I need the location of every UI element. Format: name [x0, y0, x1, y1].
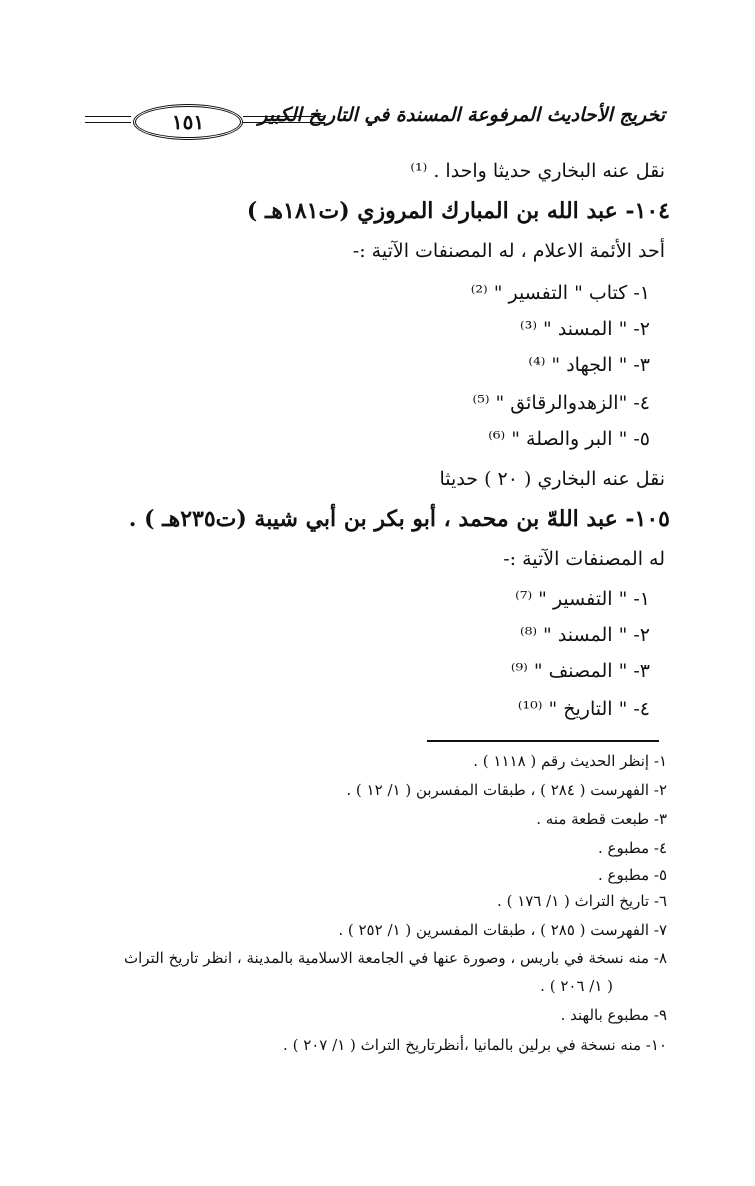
running-title: تخريج الأحاديث المرفوعة المسندة في التاريخ الكبير [258, 104, 665, 126]
footnote-5: ٥- مطبوع . [598, 866, 667, 884]
entry-intro-105: له المصنفات الآتية :- [503, 548, 665, 570]
footnote-separator [427, 740, 659, 742]
entry-heading-104: ١٠٤- عبد الله بن المبارك المروزي (ت١٨١هـ ) [246, 198, 670, 224]
running-header [85, 100, 665, 142]
list-item: ٤- "الزهدوالرقائق " ⁽⁵⁾ [472, 392, 650, 414]
body-line-1: نقل عنه البخاري حديثا واحدا . ⁽¹⁾ [410, 160, 665, 182]
list-item: ٢- " المسند " ⁽³⁾ [520, 318, 650, 340]
footnote-9: ٩- مطبوع بالهند . [560, 1006, 667, 1024]
list-item: ٢- " المسند " ⁽⁸⁾ [520, 624, 650, 646]
list-item: ٥- " البر والصلة " ⁽⁶⁾ [488, 428, 650, 450]
footnote-10: ١٠- منه نسخة في برلين بالمانيا ،أنظرتاريخ التراث ( ١/ ٢٠٧ ) . [283, 1036, 667, 1054]
entry-intro-104: أحد الأئمة الاعلام ، له المصنفات الآتية :- [352, 240, 665, 262]
list-item: ٤- " التاريخ " ⁽¹⁰⁾ [517, 698, 650, 720]
footnote-2: ٢- الفهرست ( ٢٨٤ ) ، طبقات المفسربن ( ١/ ١٢ ) . [346, 781, 667, 799]
list-item: ١- " التفسير " ⁽⁷⁾ [515, 588, 650, 610]
header-rule-left-top [85, 116, 131, 117]
entry-heading-105: ١٠٥- عبد اللهّ بن محمد ، أبو بكر بن أبي شيبة (ت٢٣٥هـ ) . [128, 506, 670, 532]
list-item: ٣- " المصنف " ⁽⁹⁾ [510, 660, 650, 682]
list-item: ٣- " الجهاد " ⁽⁴⁾ [528, 354, 650, 376]
footnote-1: ١- إنظر الحديث رقم ( ١١١٨ ) . [473, 752, 667, 770]
footnote-8: ٨- منه نسخة في باريس ، وصورة عنها في الجامعة الاسلامية بالمدينة ، انظر تاريخ التراث [124, 949, 667, 967]
list-item: ١- كتاب " التفسير " ⁽²⁾ [470, 282, 650, 304]
footnote-7: ٧- الفهرست ( ٢٨٥ ) ، طبقات المفسرين ( ١/ ٢٥٢ ) . [338, 921, 667, 939]
footnote-8-continuation: ( ١/ ٢٠٦ ) . [540, 977, 613, 995]
page-number: ١٥١ [133, 104, 243, 140]
footnote-3: ٣- طبعت قطعة منه . [536, 810, 667, 828]
header-rule-left-bottom [85, 122, 131, 123]
footnote-4: ٤- مطبوع . [598, 839, 667, 857]
footnote-6: ٦- تاريخ التراث ( ١/ ١٧٦ ) . [497, 892, 667, 910]
body-line-2: نقل عنه البخاري ( ٢٠ ) حديثا [439, 468, 665, 490]
